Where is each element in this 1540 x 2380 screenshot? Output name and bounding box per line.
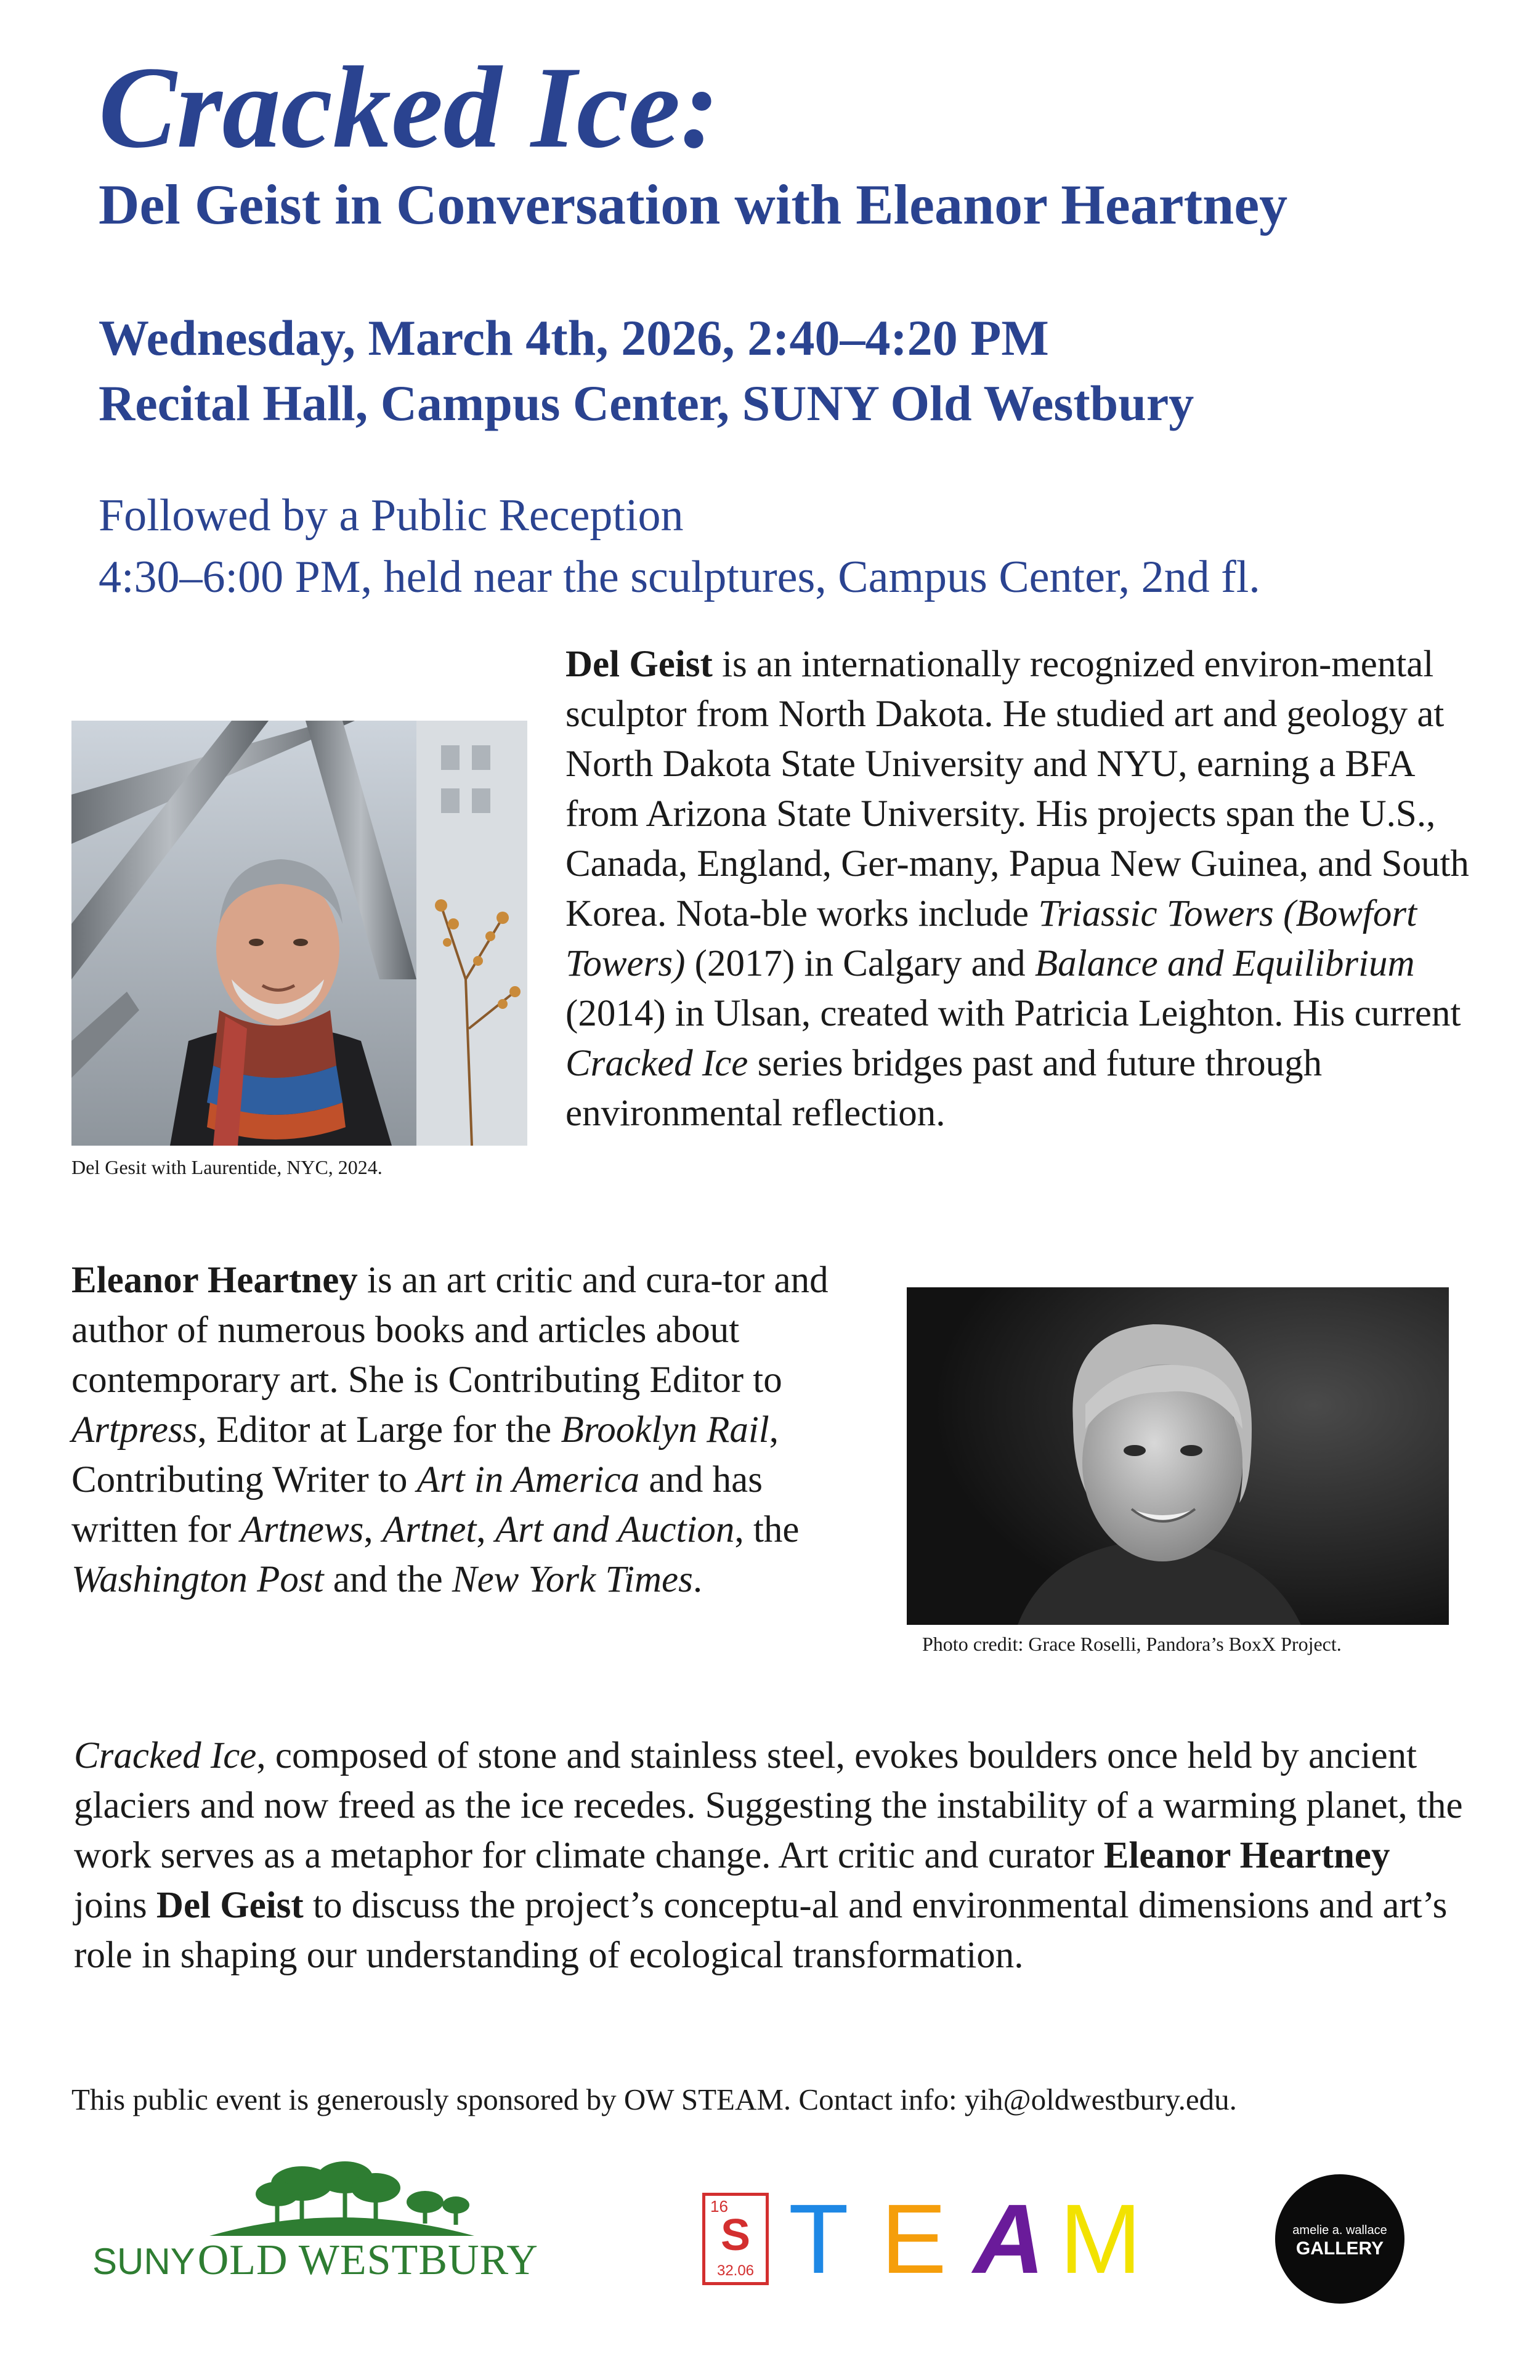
bio-text: , Contributing Writer to bbox=[71, 1409, 779, 1500]
gallery-logo-line1: amelie a. wallace bbox=[1292, 2224, 1387, 2237]
bio-text: , Editor at Large for the bbox=[197, 1409, 561, 1451]
del-geist-name: Del Geist bbox=[565, 644, 713, 685]
work-title: Balance and Equilibrium bbox=[1034, 943, 1415, 984]
del-geist-bio bbox=[565, 639, 1471, 1138]
work-title: Cracked Ice bbox=[74, 1735, 257, 1776]
work-title: Cracked Ice bbox=[565, 1043, 748, 1084]
page-subtitle: Del Geist in Conversation with Eleanor Heartney bbox=[99, 173, 1288, 236]
steam-element-tile bbox=[702, 2193, 769, 2285]
publication-title: Artnews bbox=[240, 1509, 364, 1550]
publication-title: New York Times bbox=[452, 1559, 693, 1600]
publication-title: Artpress bbox=[71, 1409, 198, 1451]
steam-mass: 32.06 bbox=[716, 2262, 755, 2279]
page-title: Cracked Ice: bbox=[99, 43, 719, 172]
publication-title: Art and Auction bbox=[495, 1509, 735, 1550]
steam-atomic-number: 16 bbox=[710, 2197, 728, 2216]
bio-text: (2017) in Calgary and bbox=[685, 943, 1035, 984]
reception-heading: Followed by a Public Reception bbox=[99, 490, 684, 541]
steam-letter-t: T bbox=[788, 2184, 849, 2294]
trees-icon bbox=[92, 2143, 561, 2236]
suny-logo-prefix: SUNY bbox=[92, 2241, 195, 2282]
bio-text: . bbox=[692, 1559, 703, 1600]
bio-text: series bridges past and future through environmental reflection. bbox=[565, 1043, 1323, 1134]
sponsor-note: This public event is generously sponsored by OW STEAM. Contact info: yih@oldwestbury.edu. bbox=[71, 2082, 1237, 2116]
description-text: joins bbox=[74, 1885, 156, 1926]
del-geist-photo bbox=[71, 721, 527, 1146]
eleanor-heartney-photo-caption: Photo credit: Grace Roselli, Pandora’s BoxX Project. bbox=[922, 1633, 1342, 1655]
publication-title: Art in America bbox=[416, 1459, 640, 1500]
publication-title: Artnet bbox=[382, 1509, 477, 1550]
del-geist-photo-caption: Del Gesit with Laurentide, NYC, 2024. bbox=[71, 1156, 383, 1178]
person-name: Del Geist bbox=[156, 1885, 304, 1926]
bio-text: is an art critic and cura-tor and author of numerous books and articles about contemporary art. She is Contributing Editor to bbox=[71, 1260, 829, 1401]
gallery-logo-line2: GALLERY bbox=[1295, 2238, 1384, 2259]
reception-details: 4:30–6:00 PM, held near the sculptures, Campus Center, 2nd fl. bbox=[99, 552, 1260, 602]
bio-text: and the bbox=[323, 1559, 452, 1600]
bio-text: is an internationally recognized environ-mental sculptor from North Dakota. He studied art and geology at North Dakota State University and NYU, earning a BFA from Arizona State University. His projects span the U.S., Canada, England, Ger-many, Papua New Guinea, and South Korea. Nota-ble works include bbox=[565, 644, 1469, 934]
event-location: Recital Hall, Campus Center, SUNY Old Westbury bbox=[99, 375, 1194, 431]
description-text: , composed of stone and stainless steel, evokes boulders once held by ancient glaciers and now freed as the ice recedes. Suggesting the instability of a warming planet, the work serves as a metaphor for climate change. Art critic and curator bbox=[74, 1735, 1463, 1876]
eleanor-heartney-bio bbox=[71, 1255, 872, 1605]
eleanor-heartney-photo bbox=[907, 1287, 1449, 1625]
bio-text: , the bbox=[734, 1509, 800, 1550]
wallace-gallery-logo bbox=[1275, 2174, 1404, 2304]
project-description bbox=[74, 1731, 1466, 1980]
publication-title: Washington Post bbox=[71, 1559, 324, 1600]
steam-letter-a: A bbox=[973, 2184, 1045, 2294]
steam-letter-m: M bbox=[1060, 2184, 1142, 2294]
work-title: Triassic Towers (Bowfort Towers) bbox=[565, 893, 1417, 984]
event-date-time: Wednesday, March 4th, 2026, 2:40–4:20 PM bbox=[99, 310, 1049, 366]
bio-text: (2014) in Ulsan, created with Patricia Leighton. His current bbox=[565, 993, 1461, 1034]
suny-logo-name: OLD WESTBURY bbox=[197, 2236, 538, 2284]
person-name: Eleanor Heartney bbox=[1103, 1835, 1390, 1876]
steam-letter-e: E bbox=[881, 2184, 947, 2294]
publication-title: Brooklyn Rail bbox=[561, 1409, 769, 1451]
steam-symbol: S bbox=[720, 2211, 751, 2260]
steam-logo bbox=[702, 2184, 1146, 2316]
suny-old-westbury-logo bbox=[92, 2143, 561, 2304]
bio-text: and has written for bbox=[71, 1459, 763, 1550]
eleanor-heartney-name: Eleanor Heartney bbox=[71, 1260, 358, 1301]
description-text: to discuss the project’s conceptu-al and environmental dimensions and art’s role in shaping our understanding of ecological transformation. bbox=[74, 1885, 1448, 1976]
bio-text: , bbox=[476, 1509, 495, 1550]
bio-text: , bbox=[363, 1509, 383, 1550]
